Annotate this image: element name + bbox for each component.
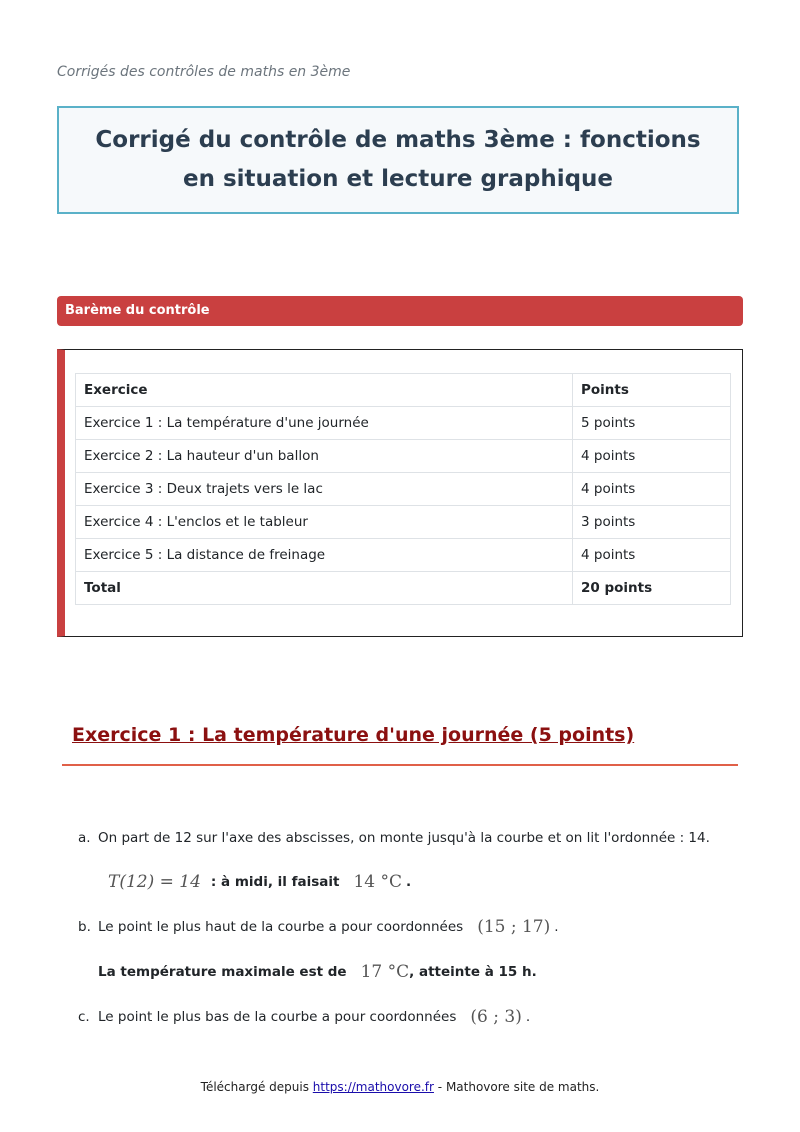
answer-c-end: . — [525, 1009, 531, 1025]
page-title-box — [57, 106, 739, 214]
answer-a-temperature: 14 °C — [353, 872, 402, 892]
column-header-exercice: Exercice — [76, 374, 573, 407]
answer-b-result-pre: La température maximale est de — [98, 964, 347, 980]
answer-a-text: On part de 12 sur l'axe des abscisses, on monte jusqu'à la courbe et on lit l'ordonnée : 14. — [98, 830, 710, 846]
table-header-row — [76, 374, 731, 407]
footer — [0, 1080, 800, 1094]
answer-a-formula: T(12) = 14 — [108, 872, 201, 892]
table-cell-points: 4 points — [573, 473, 731, 506]
table-cell-exercice: Exercice 4 : L'enclos et le tableur — [76, 506, 573, 539]
footer-post: - Mathovore site de maths. — [437, 1080, 600, 1094]
answer-a-end: . — [405, 874, 412, 890]
table-cell-points: 5 points — [573, 407, 731, 440]
table-cell-exercice: Exercice 3 : Deux trajets vers le lac — [76, 473, 573, 506]
table-cell-points: 3 points — [573, 506, 731, 539]
answer-c-text: Le point le plus bas de la courbe a pour coordonnées — [98, 1009, 457, 1025]
table-cell-points: 4 points — [573, 539, 731, 572]
table-cell-exercice: Exercice 2 : La hauteur d'un ballon — [76, 440, 573, 473]
answer-b-coordinates: (15 ; 17) — [477, 917, 551, 937]
table-row — [76, 506, 731, 539]
bareme-table — [75, 373, 731, 605]
answer-c-line — [78, 1006, 531, 1028]
breadcrumb[interactable]: Corrigés des contrôles de maths en 3ème — [57, 64, 351, 80]
answer-b-text: Le point le plus haut de la courbe a pour coordonnées — [98, 919, 464, 935]
list-marker-b: b. — [78, 919, 91, 935]
table-row — [76, 473, 731, 506]
answer-a-result — [108, 871, 411, 893]
answer-c-coordinates: (6 ; 3) — [470, 1007, 522, 1027]
answer-b-result — [98, 961, 537, 983]
footer-pre: Téléchargé depuis — [200, 1080, 309, 1094]
list-marker-a: a. — [78, 830, 91, 846]
bareme-box — [57, 349, 743, 637]
bareme-header: Barème du contrôle — [57, 296, 743, 326]
table-row — [76, 539, 731, 572]
table-row — [76, 440, 731, 473]
answer-b-end: . — [554, 919, 559, 935]
table-cell-total-points: 20 points — [573, 572, 731, 605]
table-cell-points: 4 points — [573, 440, 731, 473]
table-cell-exercice: Exercice 5 : La distance de freinage — [76, 539, 573, 572]
table-row — [76, 407, 731, 440]
list-marker-c: c. — [78, 1009, 90, 1025]
table-total-row — [76, 572, 731, 605]
page-title: Corrigé du contrôle de maths 3ème : fonctions en situation et lecture graphique — [95, 127, 701, 192]
answer-a-result-text: : à midi, il faisait — [210, 874, 340, 890]
answer-a-line — [78, 829, 710, 847]
answer-b-temperature: 17 °C — [360, 962, 410, 982]
table-cell-total-label: Total — [76, 572, 573, 605]
exercise-1-divider — [62, 764, 738, 766]
exercise-1-title: Exercice 1 : La température d'une journée (5 points) — [72, 724, 635, 746]
answer-b-result-post: , atteinte à 15 h. — [409, 964, 537, 980]
table-cell-exercice: Exercice 1 : La température d'une journée — [76, 407, 573, 440]
column-header-points: Points — [573, 374, 731, 407]
footer-link[interactable]: https://mathovore.fr — [312, 1080, 434, 1094]
answer-b-line — [78, 916, 559, 938]
